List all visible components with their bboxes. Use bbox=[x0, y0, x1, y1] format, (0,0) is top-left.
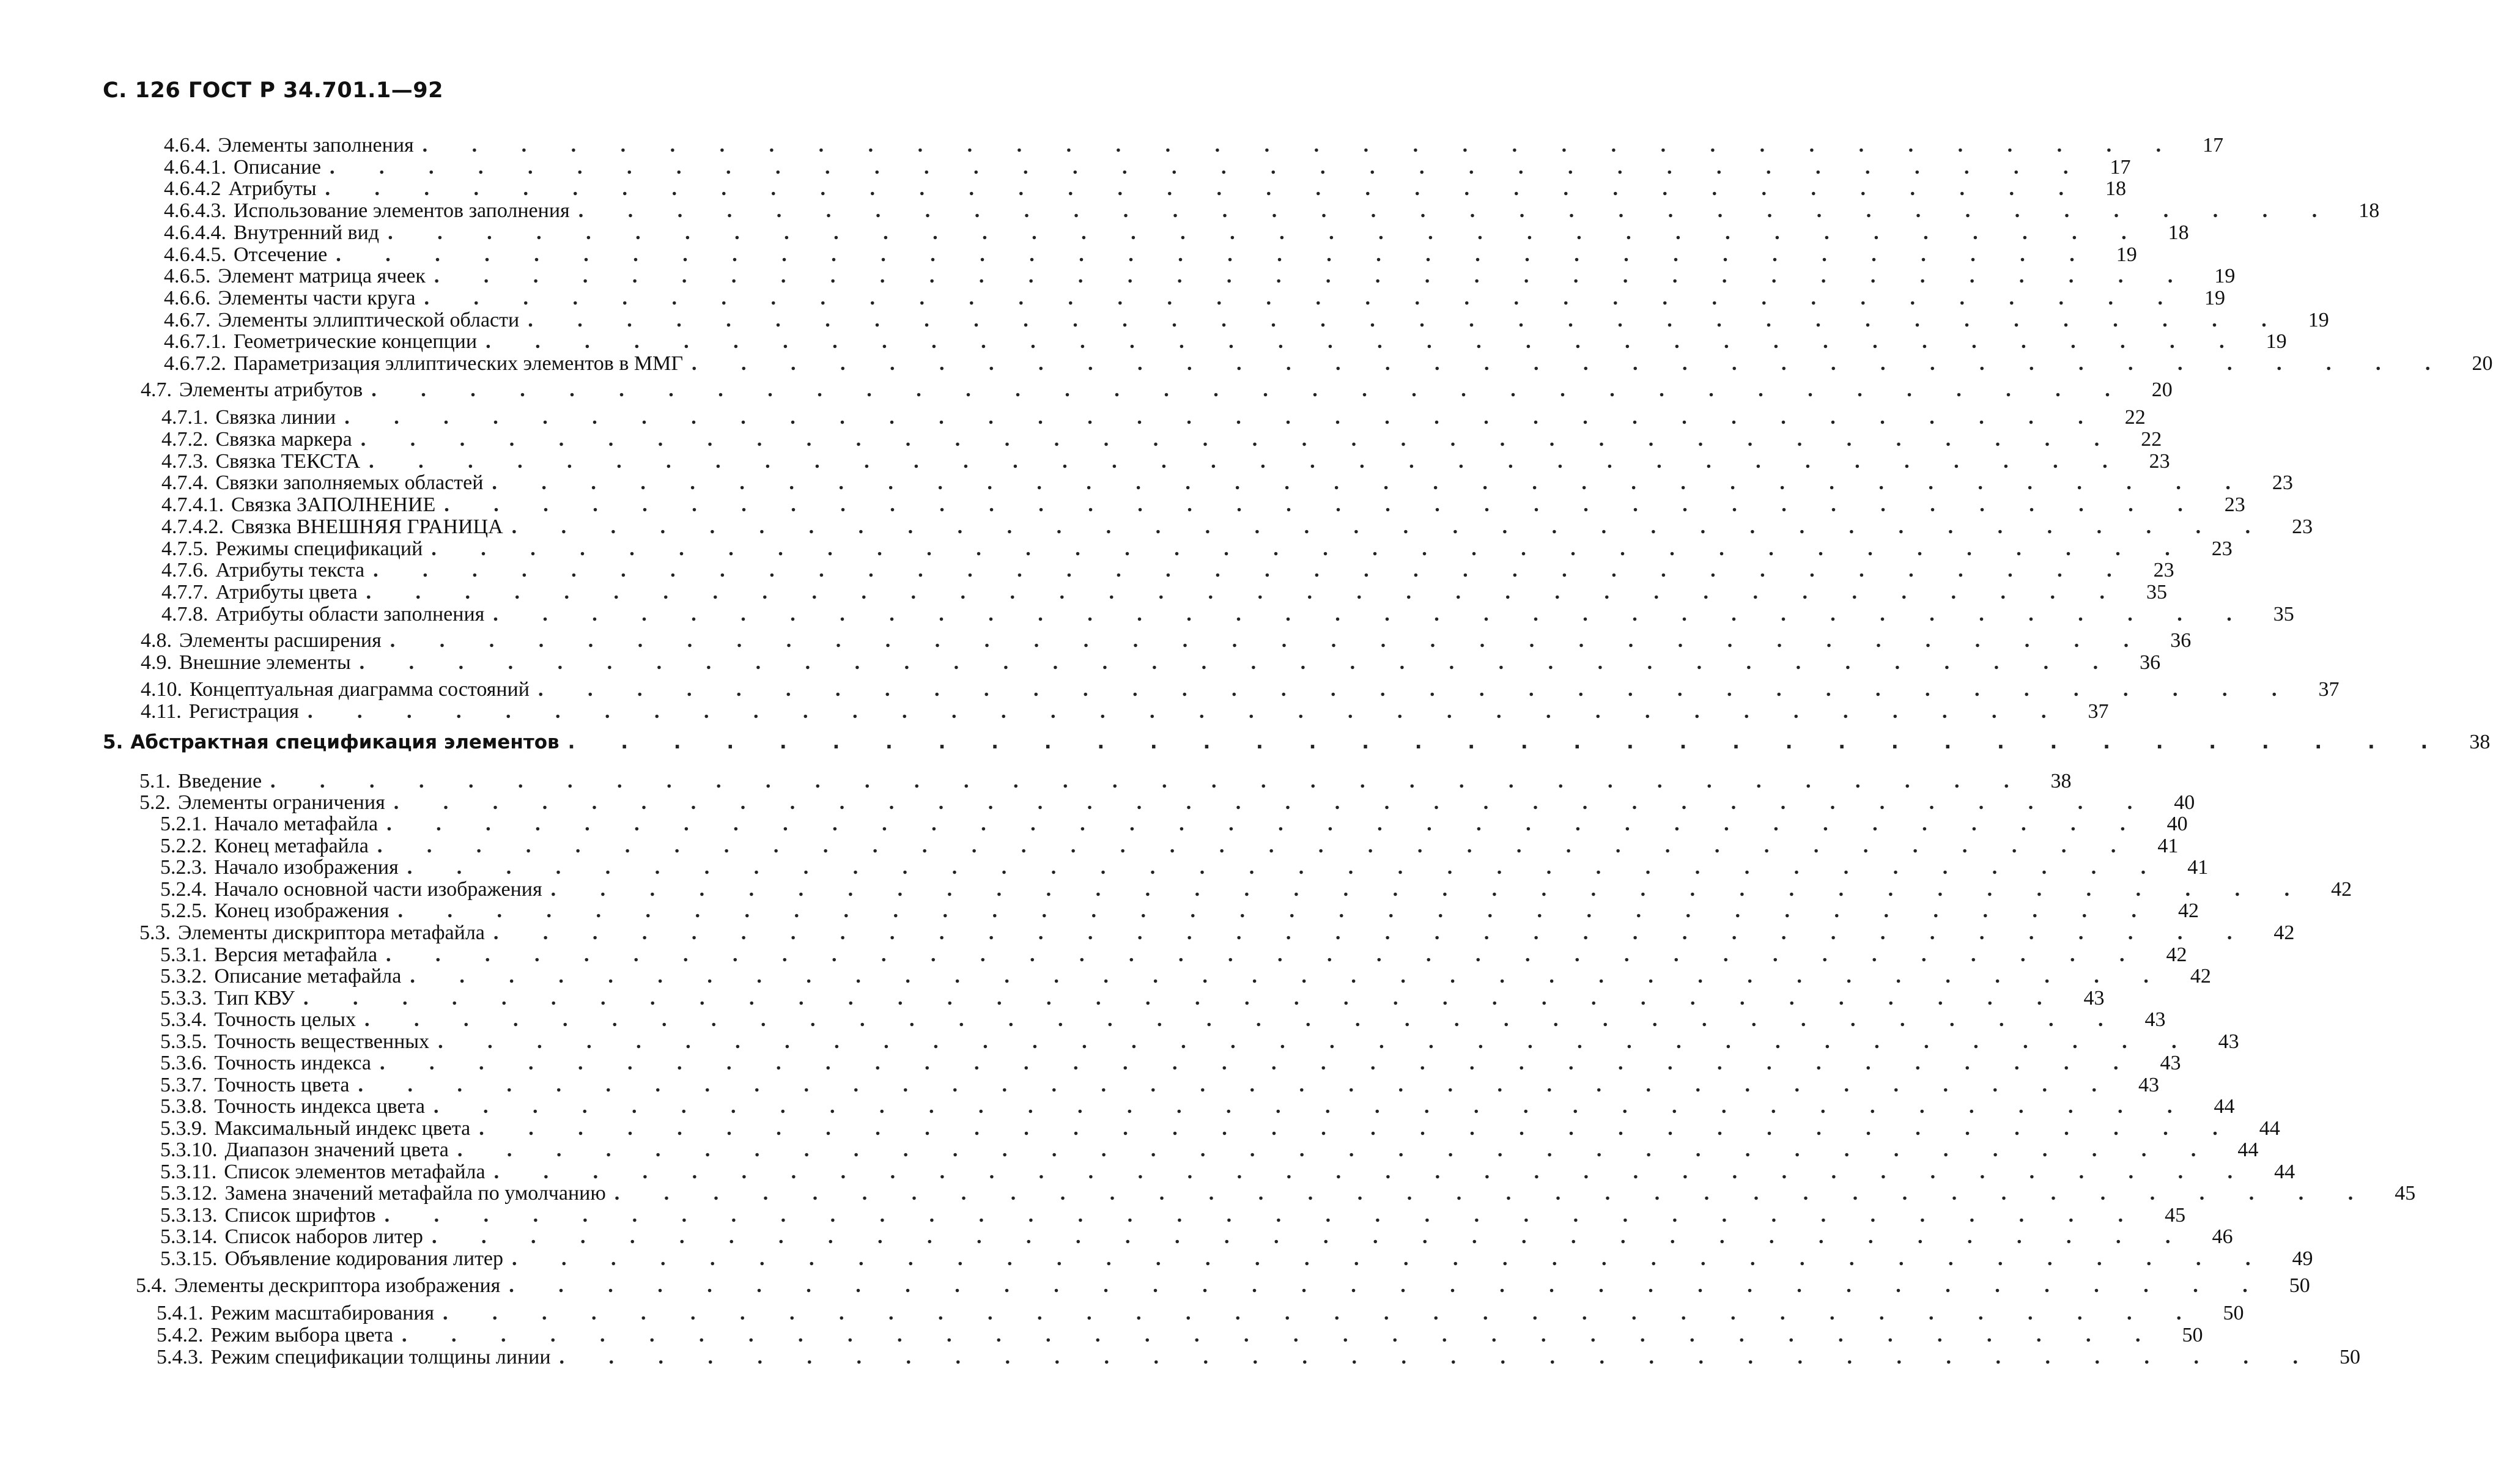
toc-entry-page-number: 41 bbox=[2187, 856, 2209, 879]
toc-entry-number: 5.3. bbox=[139, 921, 171, 944]
toc-dot-leader: . . . . . . . . . . . . . . . . . . . . . . . . . . . . . . . . . . . . bbox=[386, 813, 2145, 835]
toc-entry-number: 4.7.2. bbox=[161, 428, 209, 451]
toc-dot-leader: . . . . . . . . . . . . . . . . . . . . . . . . . . . . . . . . . . . . bbox=[359, 651, 2118, 674]
toc-entry-title: Внутренний вид bbox=[234, 221, 380, 244]
toc-dot-leader: . . . . . . . . . . . . . . . . . . . . . . . . . . . . . . . . . . . . bbox=[386, 943, 2144, 966]
toc-entry-number: 4.6.7. bbox=[164, 309, 211, 331]
toc-entry bbox=[164, 156, 2131, 179]
toc-entry-title: Введение bbox=[178, 770, 262, 792]
toc-entry-title: Атрибуты цвета bbox=[215, 581, 358, 604]
toc-entry-number: 4.11. bbox=[141, 700, 182, 723]
toc-entry-page-number: 23 bbox=[2292, 515, 2313, 538]
toc-dot-leader: . . . . . . . . . . . . . . . . . . . . . . . . . . . . . . . . . . . . bbox=[559, 1346, 2318, 1368]
toc-entry-number: 4.6.4.4. bbox=[164, 221, 226, 244]
toc-entry-page-number: 42 bbox=[2331, 878, 2352, 901]
toc-entry-number: 4.7.7. bbox=[161, 581, 209, 604]
toc-dot-leader: . . . . . . . . . . . . . . . . . . . . . . . . . . . . . . . . . . . . bbox=[402, 1324, 2160, 1346]
toc-entry-number: 4.6.7.2. bbox=[164, 352, 226, 375]
toc-dot-leader: . . . . . . . . . . . . . . . . . . . . . . . . . . . . . . . . . . . . bbox=[336, 243, 2094, 266]
toc-entry-page-number: 36 bbox=[2140, 651, 2161, 674]
toc-dot-leader: . . . . . . . . . . . . . . . . . . . . . . . . . . . . . . . . . . . . bbox=[550, 878, 2310, 901]
toc-entry-title: Список наборов литер bbox=[224, 1225, 423, 1248]
toc-entry-title: Элементы расширения bbox=[179, 629, 382, 652]
toc-entry-number: 5.2.5. bbox=[160, 899, 207, 922]
toc-entry-page-number: 19 bbox=[2266, 330, 2287, 353]
toc-entry-number: 4.6.4. bbox=[164, 134, 211, 157]
toc-dot-leader: . . . . . . . . . . . . . . . . . . . . . . . . . . . . . . . . . . . . bbox=[360, 428, 2119, 451]
toc-entry-number: 5.4.1. bbox=[157, 1302, 204, 1324]
toc-entry-title: Точность цвета bbox=[214, 1074, 350, 1096]
toc-entry bbox=[161, 537, 2233, 560]
toc-entry-title: Конец метафайла bbox=[214, 835, 369, 857]
toc-entry-page-number: 42 bbox=[2166, 943, 2187, 966]
toc-entry bbox=[160, 856, 2209, 879]
toc-entry-title: Атрибуты bbox=[228, 177, 317, 200]
toc-entry bbox=[160, 1225, 2233, 1248]
toc-entry-page-number: 22 bbox=[2124, 406, 2146, 429]
toc-entry-number: 4.8. bbox=[141, 629, 172, 652]
toc-dot-leader: . . . . . . . . . . . . . . . . . . . . . . . . . . . . . . . . . . . . bbox=[512, 1247, 2270, 1270]
toc-entry-number: 4.6.4.3. bbox=[164, 199, 226, 222]
toc-entry-number: 5.1. bbox=[139, 770, 171, 792]
toc-entry-title: Элементы ограничения bbox=[178, 791, 385, 814]
toc-entry-page-number: 45 bbox=[2395, 1182, 2416, 1205]
toc-entry bbox=[164, 134, 2224, 157]
toc-entry-number: 4.7.4. bbox=[161, 471, 209, 494]
toc-entry-title: Максимальный индекс цвета bbox=[214, 1117, 471, 1140]
toc-entry-page-number: 18 bbox=[2358, 199, 2380, 222]
toc-entry-page-number: 18 bbox=[2168, 221, 2189, 244]
toc-entry-title: Абстрактная спецификация элементов bbox=[130, 731, 560, 753]
toc-dot-leader: . . . . . . . . . . . . . . . . . . . . . . . . . . . . . . . . . . . . bbox=[692, 352, 2450, 375]
toc-entry-number: 4.10. bbox=[141, 678, 182, 701]
toc-entry-page-number: 20 bbox=[2472, 352, 2493, 375]
toc-entry-page-number: 44 bbox=[2214, 1095, 2235, 1118]
toc-entry-title: Отсечение bbox=[234, 243, 328, 266]
toc-dot-leader: . . . . . . . . . . . . . . . . . . . . . . . . . . . . . . . . . . . . bbox=[438, 1030, 2196, 1053]
toc-entry-page-number: 50 bbox=[2289, 1274, 2310, 1297]
toc-entry-page-number: 23 bbox=[2211, 537, 2233, 560]
toc-dot-leader: . . . . . . . . . . . . . . . . . . . . . . . . . . . . . . . . . . . . bbox=[537, 678, 2297, 701]
toc-entry bbox=[164, 199, 2380, 222]
toc-entry bbox=[164, 221, 2189, 244]
toc-entry bbox=[141, 629, 2192, 652]
toc-entry-title: Концептуальная диаграмма состояний bbox=[190, 678, 530, 701]
toc-entry bbox=[160, 1095, 2235, 1118]
toc-entry bbox=[160, 899, 2199, 922]
toc-entry-number: 5.3.11. bbox=[160, 1161, 217, 1183]
toc-entry-title: Элементы атрибутов bbox=[179, 378, 363, 401]
toc-entry-number: 4.7.5. bbox=[161, 537, 209, 560]
toc-entry-number: 4.6.4.2 bbox=[164, 177, 221, 200]
toc-dot-leader: . . . . . . . . . . . . . . . . . . . . . . . . . . . . . . . . . . . . bbox=[578, 199, 2337, 222]
toc-entry-title: Геометрические концепции bbox=[234, 330, 478, 353]
toc-entry-number: 5.3.1. bbox=[160, 943, 207, 966]
toc-entry-title: Версия метафайла bbox=[214, 943, 378, 966]
toc-entry-title: Режим спецификации толщины линии bbox=[210, 1346, 551, 1368]
toc-entry bbox=[164, 352, 2493, 375]
toc-dot-leader: . . . . . . . . . . . . . . . . . . . . . . . . . . . . . . . . . . . . bbox=[492, 471, 2250, 494]
toc-entry-page-number: 37 bbox=[2088, 700, 2109, 723]
toc-entry-title: Элементы части круга bbox=[218, 287, 416, 309]
page-header: С. 126 ГОСТ Р 34.701.1—92 bbox=[103, 78, 443, 103]
toc-entry bbox=[141, 651, 2161, 674]
toc-dot-leader: . . . . . . . . . . . . . . . . . . . . . . . . . . . . . . . . . . . . bbox=[528, 309, 2286, 331]
toc-entry-title: Связка ТЕКСТА bbox=[215, 450, 361, 473]
toc-entry bbox=[160, 1030, 2239, 1053]
toc-entry-number: 4.9. bbox=[141, 651, 172, 674]
toc-entry-number: 5.3.5. bbox=[160, 1030, 207, 1053]
toc-entry-number: 5.3.9. bbox=[160, 1117, 207, 1140]
toc-dot-leader: . . . . . . . . . . . . . . . . . . . . . . . . . . . . . . . . . . . . bbox=[493, 603, 2251, 626]
toc-entry-number: 4.7. bbox=[141, 378, 172, 401]
toc-entry bbox=[161, 428, 2162, 451]
toc-entry-page-number: 19 bbox=[2214, 265, 2236, 287]
toc-dot-leader: . . . . . . . . . . . . . . . . . . . . . . . . . . . . . . . . . . . . bbox=[486, 330, 2244, 353]
toc-entry-title: Описание bbox=[234, 156, 322, 179]
toc-entry-title: Связки заполняемых областей bbox=[215, 471, 484, 494]
toc-dot-leader: . . . . . . . . . . . . . . . . . . . . . . . . . . . . . . . . . . . . bbox=[373, 559, 2132, 581]
toc-entry-page-number: 42 bbox=[2273, 921, 2295, 944]
toc-entry bbox=[157, 1302, 2244, 1324]
toc-entry-title: Связка ЗАПОЛНЕНИЕ bbox=[231, 493, 436, 516]
toc-dot-leader: . . . . . . . . . . . . . . . . . . . . . . . . . . . . . . . . . . . . bbox=[493, 1161, 2253, 1183]
toc-entry bbox=[139, 791, 2195, 814]
toc-entry-title: Точность целых bbox=[214, 1008, 356, 1031]
toc-entry bbox=[136, 1274, 2310, 1297]
toc-entry-page-number: 45 bbox=[2165, 1204, 2186, 1227]
toc-entry bbox=[164, 330, 2287, 353]
toc-entry-title: Элементы эллиптической области bbox=[218, 309, 520, 331]
toc-entry bbox=[141, 700, 2109, 723]
toc-entry-page-number: 18 bbox=[2105, 177, 2127, 200]
toc-entry-title: Начало метафайла bbox=[214, 813, 379, 835]
toc-entry-page-number: 35 bbox=[2146, 581, 2168, 604]
toc-entry-page-number: 43 bbox=[2218, 1030, 2239, 1053]
toc-dot-leader: . . . . . . . . . . . . . . . . . . . . . . . . . . . . . . . . . . . . bbox=[509, 1274, 2267, 1297]
toc-entry-title: Объявление кодирования литер bbox=[224, 1247, 504, 1270]
toc-entry-title: Замена значений метафайла по умолчанию bbox=[224, 1182, 606, 1205]
toc-entry bbox=[139, 770, 2072, 792]
toc-entry bbox=[161, 493, 2245, 516]
toc-entry-number: 5.4.2. bbox=[157, 1324, 204, 1346]
toc-entry-number: 5.3.10. bbox=[160, 1139, 218, 1161]
toc-entry-number: 5.3.8. bbox=[160, 1095, 207, 1118]
toc-entry-page-number: 17 bbox=[2203, 134, 2224, 157]
toc-entry-number: 4.7.8. bbox=[161, 603, 209, 626]
toc-entry bbox=[164, 287, 2225, 309]
toc-dot-leader: . . . . . . . . . . . . . . . . . . . . . . . . . . . . . . . . . . . . bbox=[422, 134, 2181, 157]
toc-dot-leader: . . . . . . . . . . . . . . . . . . . . . . . . . . . . . . . . . . . . bbox=[433, 1095, 2192, 1118]
toc-entry bbox=[157, 1346, 2361, 1368]
toc-entry-number: 5.2. bbox=[139, 791, 171, 814]
toc-dot-leader: . . . . . . . . . . . . . . . . . . . . . . . . . . . . . . . . . . . . bbox=[379, 1052, 2138, 1074]
toc-entry bbox=[160, 835, 2179, 857]
toc-entry-title: Описание метафайла bbox=[214, 965, 402, 987]
toc-entry-page-number: 23 bbox=[2272, 471, 2293, 494]
toc-entry-title: Начало изображения bbox=[214, 856, 399, 879]
toc-entry-page-number: 23 bbox=[2149, 450, 2170, 473]
toc-dot-leader: . . . . . . . . . . . . . . . . . . . . . . . . . . . . . . . . . . . . bbox=[457, 1139, 2216, 1161]
toc-entry-title: Список шрифтов bbox=[224, 1204, 376, 1227]
toc-entry-title: Элементы дескриптора изображения bbox=[174, 1274, 501, 1297]
toc-entry-title: Элементы дискриптора метафайла bbox=[178, 921, 485, 944]
toc-entry-number: 5.3.2. bbox=[160, 965, 207, 987]
toc-entry-number: 5.3.4. bbox=[160, 1008, 207, 1031]
toc-entry-title: Конец изображения bbox=[214, 899, 390, 922]
toc-entry-number: 4.6.5. bbox=[164, 265, 211, 287]
toc-dot-leader: . . . . . . . . . . . . . . . . . . . . . . . . . . . . . . . . . . . . bbox=[442, 1302, 2201, 1324]
toc-entry bbox=[160, 813, 2188, 835]
toc-dot-leader: . . . . . . . . . . . . . . . . . . . . . . . . . . . . . . . . . . . . bbox=[369, 450, 2127, 473]
toc-entry-title: Элемент матрица ячеек bbox=[218, 265, 426, 287]
toc-entry-number: 4.6.4.5. bbox=[164, 243, 226, 266]
toc-entry-page-number: 19 bbox=[2308, 309, 2329, 331]
toc-entry bbox=[164, 309, 2329, 331]
toc-entry-title: Диапазон значений цвета bbox=[224, 1139, 449, 1161]
toc-entry-title: Параметризация эллиптических элементов в ММГ bbox=[234, 352, 684, 375]
toc-entry-page-number: 40 bbox=[2174, 791, 2195, 814]
toc-entry-page-number: 22 bbox=[2141, 428, 2162, 451]
toc-entry-number: 4.6.7.1. bbox=[164, 330, 226, 353]
toc-entry-number: 4.7.4.2. bbox=[161, 515, 224, 538]
toc-dot-leader: . . . . . . . . . . . . . . . . . . . . . . . . . . . . . . . . . . . . bbox=[444, 493, 2203, 516]
toc-entry-number: 5.3.6. bbox=[160, 1052, 207, 1074]
toc-entry bbox=[161, 471, 2293, 494]
toc-entry-title: Использование элементов заполнения bbox=[234, 199, 570, 222]
toc-entry bbox=[161, 450, 2170, 473]
toc-dot-leader: . . . . . . . . . . . . . . . . . . . . . . . . . . . . . . . . . . . . bbox=[424, 287, 2182, 309]
toc-entry-title: Точность индекса цвета bbox=[214, 1095, 425, 1118]
toc-entry-title: Режим масштабирования bbox=[210, 1302, 434, 1324]
toc-entry bbox=[160, 1139, 2259, 1161]
toc-dot-leader: . . . . . . . . . . . . . . . . . . . . . . . . . . . . . . . . . . . . bbox=[330, 156, 2088, 179]
toc-dot-leader: . . . . . . . . . . . . . . . . . . . . . . . . . . . . . . . . . . . . bbox=[364, 1008, 2123, 1031]
toc-entry bbox=[164, 243, 2137, 266]
toc-entry-page-number: 42 bbox=[2190, 965, 2211, 987]
toc-dot-leader: . . . . . . . . . . . . . . . . . . . . . . . . . . . . . . . . . . . . bbox=[303, 987, 2062, 1010]
toc-entry-page-number: 19 bbox=[2204, 287, 2225, 309]
toc-entry-number: 5.3.7. bbox=[160, 1074, 207, 1096]
toc-entry-number: 5.3.14. bbox=[160, 1225, 218, 1248]
toc-dot-leader: . . . . . . . . . . . . . . . . . . . . . . . . . . . . . . . . . . . . bbox=[407, 856, 2166, 879]
toc-entry-page-number: 38 bbox=[2469, 731, 2491, 753]
toc-entry-title: Элементы заполнения bbox=[218, 134, 414, 157]
toc-dot-leader: . . . . . . . . . . . . . . . . . . . . . . . . . . . . . . . . . . . . bbox=[371, 378, 2130, 401]
toc-entry-page-number: 23 bbox=[2153, 559, 2174, 581]
toc-entry bbox=[160, 1008, 2166, 1031]
toc-entry-number: 4.6.4.1. bbox=[164, 156, 226, 179]
toc-entry-number: 4.7.6. bbox=[161, 559, 209, 581]
toc-entry-title: Внешние элементы bbox=[179, 651, 351, 674]
toc-entry-page-number: 43 bbox=[2144, 1008, 2166, 1031]
toc-entry bbox=[139, 921, 2295, 944]
toc-dot-leader: . . . . . . . . . . . . . . . . . . . . . . . . . . . . . . . . . . . . bbox=[384, 1204, 2143, 1227]
toc-entry-title: Режим выбора цвета bbox=[210, 1324, 394, 1346]
toc-entry bbox=[161, 559, 2174, 581]
toc-entry-page-number: 50 bbox=[2182, 1324, 2203, 1346]
toc-entry bbox=[164, 265, 2236, 287]
toc-entry-page-number: 43 bbox=[2160, 1052, 2181, 1074]
toc-dot-leader: . . . . . . . . . . . . . . . . . . . . . . . . . . . . . . . . . . . . bbox=[377, 835, 2136, 857]
toc-entry-title: Связка маркера bbox=[215, 428, 352, 451]
toc-entry-number: 5.4.3. bbox=[157, 1346, 204, 1368]
toc-entry bbox=[160, 1204, 2186, 1227]
toc-entry-page-number: 36 bbox=[2170, 629, 2192, 652]
toc-dot-leader: . . . . . . . . . . . . . . . . . . . . . . . . . . . . . . . . . . . . bbox=[614, 1182, 2373, 1205]
toc-entry-title: Точность вещественных bbox=[214, 1030, 430, 1053]
toc-entry-number: 4.7.4.1. bbox=[161, 493, 224, 516]
toc-entry-page-number: 41 bbox=[2157, 835, 2179, 857]
toc-entry-number: 5. bbox=[103, 731, 124, 753]
toc-entry-page-number: 43 bbox=[2138, 1074, 2159, 1096]
toc-entry bbox=[161, 406, 2146, 429]
toc-entry-page-number: 49 bbox=[2292, 1247, 2313, 1270]
toc-entry-page-number: 19 bbox=[2116, 243, 2137, 266]
toc-dot-leader: . . . . . . . . . . . . . . . . . . . . . . . . . . . . . . . . . . . . bbox=[358, 1074, 2116, 1096]
toc-entry bbox=[161, 603, 2294, 626]
toc-entry bbox=[160, 1247, 2313, 1270]
toc-dot-leader: . . . . . . . . . . . . . . . . . . . . . . . . . . . . . . . . . . . . bbox=[366, 581, 2125, 604]
toc-entry-title: Связка линии bbox=[215, 406, 336, 429]
toc-entry-number: 5.2.4. bbox=[160, 878, 207, 901]
toc-dot-leader: . . . . . . . . . . . . . . . . . . . . . . . . . . . . . . . . . . . . bbox=[344, 406, 2103, 429]
toc-entry-page-number: 35 bbox=[2273, 603, 2294, 626]
toc-entry-title: Начало основной части изображения bbox=[214, 878, 542, 901]
toc-entry-title: Атрибуты области заполнения bbox=[215, 603, 485, 626]
toc-entry-page-number: 50 bbox=[2223, 1302, 2244, 1324]
toc-entry-page-number: 44 bbox=[2237, 1139, 2259, 1161]
toc-dot-leader: . . . . . . . . . . . . . . . . . . . . . . . . . . . . . . . . . . . . bbox=[270, 770, 2029, 792]
toc-dot-leader: . . . . . . . . . . . . . . . . . . . . . . . . . . . . . . . . . . . . bbox=[388, 221, 2146, 244]
toc-dot-leader: . . . . . . . . . . . . . . . . . . . . . . . . . . . . . . . . . . . . bbox=[325, 177, 2084, 200]
toc-entry-number: 5.2.2. bbox=[160, 835, 207, 857]
toc-dot-leader: . . . . . . . . . . . . . . . . . . . . . . . . . . . . . . . . . . . . bbox=[393, 791, 2152, 814]
toc-entry-number: 4.6.6. bbox=[164, 287, 211, 309]
toc-dot-leader: . . . . . . . . . . . . . . . . . . . . . . . . . . . . . . . . . . . . bbox=[431, 537, 2190, 560]
toc-entry-title: Связка ВНЕШНЯЯ ГРАНИЦА bbox=[231, 515, 503, 538]
toc-dot-leader: . . . . . . . . . . . . . . . . . . . . . . . . . . . . . . . . . . . . bbox=[434, 265, 2193, 287]
toc-entry-page-number: 44 bbox=[2259, 1117, 2280, 1140]
toc-entry-number: 5.2.3. bbox=[160, 856, 207, 879]
toc-dot-leader: . . . . . . . . . . . . . . . . . . . . . . . . . . . . . . . . . . . . bbox=[431, 1225, 2190, 1248]
toc-entry-page-number: 37 bbox=[2318, 678, 2340, 701]
toc-entry bbox=[160, 1182, 2416, 1205]
toc-entry-title: Тип КВУ bbox=[214, 987, 295, 1010]
toc-dot-leader: . . . . . . . . . . . . . . . . . . . . . . . . . . . . . . . . . . . . bbox=[397, 899, 2156, 922]
toc-entry-number: 5.2.1. bbox=[160, 813, 207, 835]
toc-dot-leader: . . . . . . . . . . . . . . . . . . . . . . . . . . . . . . . . . . . . bbox=[479, 1117, 2237, 1140]
toc-entry bbox=[141, 678, 2340, 701]
toc-entry-page-number: 46 bbox=[2212, 1225, 2233, 1248]
toc-entry bbox=[160, 1074, 2159, 1096]
toc-entry-page-number: 40 bbox=[2166, 813, 2188, 835]
toc-entry-page-number: 50 bbox=[2340, 1346, 2361, 1368]
toc-entry bbox=[160, 1052, 2181, 1074]
toc-entry-number: 5.4. bbox=[136, 1274, 167, 1297]
toc-entry-title: Атрибуты текста bbox=[215, 559, 365, 581]
toc-dot-leader: . . . . . . . . . . . . . . . . . . . . . . . . . . . . . . . . . . . . bbox=[390, 629, 2149, 652]
toc-entry-number: 5.3.15. bbox=[160, 1247, 218, 1270]
toc-entry bbox=[164, 177, 2127, 200]
toc-entry-number: 4.7.3. bbox=[161, 450, 209, 473]
toc-entry-title: Регистрация bbox=[188, 700, 299, 723]
toc-entry bbox=[161, 581, 2168, 604]
toc-entry-title: Точность индекса bbox=[214, 1052, 371, 1074]
toc-entry-page-number: 17 bbox=[2110, 156, 2131, 179]
toc-entry-page-number: 20 bbox=[2151, 378, 2173, 401]
toc-dot-leader: . . . . . . . . . . . . . . . . . . . . . . . . . . . . . . . . . . . . bbox=[511, 515, 2270, 538]
toc-entry-number: 5.3.12. bbox=[160, 1182, 218, 1205]
toc-entry-number: 4.7.1. bbox=[161, 406, 209, 429]
toc-entry-number: 5.3.3. bbox=[160, 987, 207, 1010]
toc-entry bbox=[160, 965, 2211, 987]
toc-entry bbox=[160, 878, 2352, 901]
toc-entry-page-number: 43 bbox=[2083, 987, 2105, 1010]
toc-entry bbox=[160, 943, 2187, 966]
toc-entry bbox=[160, 987, 2105, 1010]
toc-entry-title: Список элементов метафайла bbox=[224, 1161, 486, 1183]
toc-dot-leader: . . . . . . . . . . . . . . . . . . . . . . . . . . . . . . . . . . . . bbox=[493, 921, 2252, 944]
toc-entry bbox=[157, 1324, 2203, 1346]
toc-entry-page-number: 23 bbox=[2224, 493, 2245, 516]
toc-entry-number: 5.3.13. bbox=[160, 1204, 218, 1227]
toc-chapter-entry bbox=[103, 731, 2491, 753]
toc-dot-leader: . . . . . . . . . . . . . . . . . . . . . . . . . . . . . . . . . . . . bbox=[567, 731, 2448, 753]
toc-entry-page-number: 42 bbox=[2177, 899, 2199, 922]
toc-dot-leader: . . . . . . . . . . . . . . . . . . . . . . . . . . . . . . . . . . . . bbox=[410, 965, 2168, 987]
toc-entry bbox=[161, 515, 2313, 538]
toc-entry-page-number: 44 bbox=[2274, 1161, 2295, 1183]
toc-entry-page-number: 38 bbox=[2050, 770, 2072, 792]
toc-entry bbox=[160, 1117, 2280, 1140]
toc-entry bbox=[141, 378, 2173, 401]
toc-dot-leader: . . . . . . . . . . . . . . . . . . . . . . . . . . . . . . . . . . . . bbox=[307, 700, 2066, 723]
toc-entry-title: Режимы спецификаций bbox=[215, 537, 423, 560]
toc-entry bbox=[160, 1161, 2295, 1183]
